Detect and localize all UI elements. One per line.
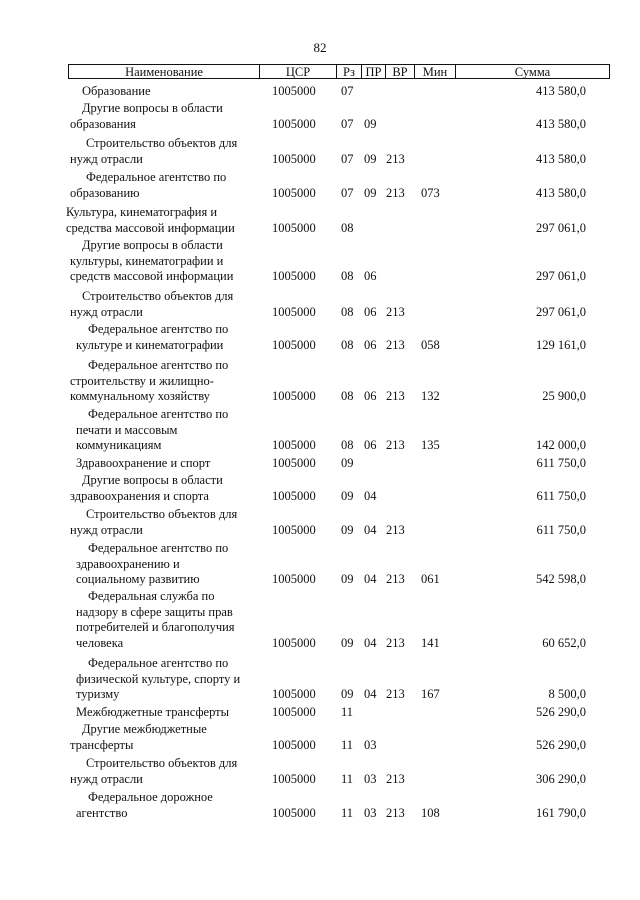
cell-sum: 526 290,0 <box>536 705 586 719</box>
cell-sum: 413 580,0 <box>536 84 586 98</box>
cell-csr: 1005000 <box>272 687 316 701</box>
header-rz: Рз <box>343 65 355 79</box>
row-name-line: туризму <box>76 687 120 701</box>
table-row <box>0 407 640 454</box>
row-name-line: Федеральная служба по <box>88 589 215 603</box>
cell-csr: 1005000 <box>272 389 316 403</box>
row-name <box>76 790 268 821</box>
row-name-line: нужд отрасли <box>70 304 143 319</box>
row-name-line: физической культуре, спорту и <box>76 671 241 686</box>
cell-min: 108 <box>421 805 440 820</box>
header-name: Наименование <box>125 65 203 79</box>
cell-sum: 611 750,0 <box>536 522 586 537</box>
cell-pr: 09 <box>364 116 377 131</box>
cell-vr: 213 <box>386 522 405 537</box>
row-name-line: коммунальному хозяйству <box>70 389 210 403</box>
cell-rz: 11 <box>341 771 354 786</box>
table-row <box>0 170 640 201</box>
header-vr: ВР <box>392 65 408 79</box>
cell-rz: 11 <box>341 705 354 719</box>
row-name <box>70 756 268 787</box>
cell-sum: 611 750,0 <box>536 488 586 503</box>
cell-rz: 09 <box>341 522 354 537</box>
cell-vr: 213 <box>386 572 405 586</box>
row-name <box>70 722 268 753</box>
row-name-line: Образование <box>82 84 151 98</box>
cell-csr: 1005000 <box>272 438 316 452</box>
cell-csr: 1005000 <box>272 185 316 200</box>
cell-rz: 11 <box>341 805 354 820</box>
cell-pr: 06 <box>364 389 377 403</box>
row-name <box>76 407 268 454</box>
cell-vr: 213 <box>386 337 405 352</box>
table-row <box>0 205 640 236</box>
row-name-line: коммуникациям <box>76 438 162 452</box>
row-name-line: средства массовой информации <box>66 220 235 235</box>
cell-sum: 413 580,0 <box>536 151 586 166</box>
cell-csr: 1005000 <box>272 269 316 283</box>
cell-rz: 09 <box>341 488 354 503</box>
row-name-line: Федеральное агентство по <box>88 322 229 336</box>
table-row <box>0 507 640 538</box>
cell-csr: 1005000 <box>272 337 316 352</box>
cell-csr: 1005000 <box>272 116 316 131</box>
row-name <box>76 705 268 721</box>
cell-sum: 25 900,0 <box>542 389 586 403</box>
header-min: Мин <box>422 65 448 79</box>
row-name-line: Другие вопросы в области <box>82 101 223 115</box>
row-name-line: здравоохранения и спорта <box>70 488 209 503</box>
row-name-line: печати и массовым <box>76 422 178 437</box>
cell-rz: 08 <box>341 337 354 352</box>
cell-rz: 08 <box>341 438 354 452</box>
cell-vr: 213 <box>386 389 405 403</box>
row-name <box>76 541 268 588</box>
cell-rz: 08 <box>341 269 354 283</box>
cell-rz: 09 <box>341 635 354 650</box>
cell-min: 058 <box>421 337 440 352</box>
table-row <box>0 101 640 132</box>
cell-pr: 06 <box>364 269 377 283</box>
table-row <box>0 589 640 651</box>
row-name-line: Федеральное агентство по <box>88 358 229 372</box>
row-name <box>70 101 268 132</box>
cell-pr: 09 <box>364 151 377 166</box>
page-number: 82 <box>313 40 327 55</box>
cell-pr: 04 <box>364 522 377 537</box>
table-row <box>0 705 640 721</box>
row-name-line: образованию <box>70 185 140 200</box>
cell-csr: 1005000 <box>272 737 316 752</box>
table-row <box>0 456 640 472</box>
row-name-line: Другие вопросы в области <box>82 473 223 487</box>
row-name <box>82 84 268 100</box>
cell-min: 167 <box>421 687 440 701</box>
cell-rz: 11 <box>341 737 354 752</box>
cell-vr: 213 <box>386 151 405 166</box>
table-row <box>0 722 640 753</box>
cell-sum: 129 161,0 <box>536 337 586 352</box>
row-name <box>70 170 268 201</box>
row-name-line: Другие межбюджетные <box>82 722 207 736</box>
cell-csr: 1005000 <box>272 635 316 650</box>
cell-csr: 1005000 <box>272 84 316 98</box>
cell-sum: 611 750,0 <box>536 456 586 470</box>
cell-rz: 07 <box>341 84 354 98</box>
cell-csr: 1005000 <box>272 805 316 820</box>
cell-pr: 04 <box>364 687 377 701</box>
cell-sum: 297 061,0 <box>536 269 586 283</box>
row-name-line: средств массовой информации <box>70 269 234 283</box>
cell-rz: 08 <box>341 389 354 403</box>
cell-rz: 09 <box>341 687 354 701</box>
table-row <box>0 358 640 405</box>
row-name-line: Федеральное агентство по <box>88 656 229 670</box>
cell-rz: 09 <box>341 572 354 586</box>
row-name-line: культуре и кинематографии <box>76 337 224 352</box>
cell-min: 073 <box>421 185 440 200</box>
row-name-line: человека <box>76 635 124 650</box>
row-name-line: здравоохранению и <box>76 556 180 571</box>
cell-pr: 06 <box>364 337 377 352</box>
cell-min: 141 <box>421 635 440 650</box>
cell-sum: 161 790,0 <box>536 805 586 820</box>
table-row <box>0 136 640 167</box>
table-row <box>0 289 640 320</box>
table-row <box>0 756 640 787</box>
cell-sum: 297 061,0 <box>536 304 586 319</box>
cell-pr: 09 <box>364 185 377 200</box>
table-row <box>0 84 640 100</box>
table-row <box>0 790 640 821</box>
cell-csr: 1005000 <box>272 151 316 166</box>
cell-vr: 213 <box>386 635 405 650</box>
row-name-line: Другие вопросы в области <box>82 238 223 252</box>
cell-vr: 213 <box>386 771 405 786</box>
row-name-line: социальному развитию <box>76 572 200 586</box>
cell-min: 061 <box>421 572 440 586</box>
row-name-line: Строительство объектов для <box>86 136 238 150</box>
cell-csr: 1005000 <box>272 572 316 586</box>
row-name-line: надзору в сфере защиты прав <box>76 604 233 619</box>
row-name-line: Строительство объектов для <box>86 507 238 521</box>
row-name <box>70 358 268 405</box>
row-name <box>70 136 268 167</box>
cell-pr: 04 <box>364 488 377 503</box>
row-name-line: трансферты <box>70 737 134 752</box>
cell-sum: 526 290,0 <box>536 737 586 752</box>
cell-sum: 306 290,0 <box>536 771 586 786</box>
cell-csr: 1005000 <box>272 304 316 319</box>
cell-rz: 09 <box>341 456 354 470</box>
row-name-line: Межбюджетные трансферты <box>76 705 230 719</box>
row-name-line: Здравоохранение и спорт <box>76 456 211 470</box>
row-name-line: нужд отрасли <box>70 151 143 166</box>
cell-csr: 1005000 <box>272 522 316 537</box>
row-name-line: образования <box>70 116 136 131</box>
table-row <box>0 238 640 285</box>
row-name-line: нужд отрасли <box>70 771 143 786</box>
row-name-line: Федеральное дорожное <box>88 790 213 804</box>
row-name <box>70 473 268 504</box>
row-name-line: нужд отрасли <box>70 522 143 537</box>
table-row <box>0 541 640 588</box>
row-name-line: строительству и жилищно- <box>70 373 214 388</box>
row-name-line: Федеральное агентство по <box>88 541 229 555</box>
table-header <box>68 64 610 79</box>
cell-sum: 8 500,0 <box>548 687 586 701</box>
cell-vr: 213 <box>386 687 405 701</box>
cell-vr: 213 <box>386 805 405 820</box>
cell-rz: 07 <box>341 151 354 166</box>
row-name-line: Федеральное агентство по <box>88 407 229 421</box>
cell-csr: 1005000 <box>272 705 316 719</box>
cell-rz: 08 <box>341 304 354 319</box>
cell-csr: 1005000 <box>272 488 316 503</box>
cell-pr: 03 <box>364 805 377 820</box>
row-name-line: потребителей и благополучия <box>76 620 235 634</box>
cell-rz: 07 <box>341 185 354 200</box>
row-name-line: Строительство объектов для <box>82 289 234 303</box>
cell-rz: 08 <box>341 220 354 235</box>
cell-vr: 213 <box>386 438 405 452</box>
row-name <box>70 238 268 285</box>
cell-pr: 06 <box>364 438 377 452</box>
row-name-line: Культура, кинематография и <box>66 205 218 219</box>
row-name-line: Строительство объектов для <box>86 756 238 770</box>
header-csr: ЦСР <box>285 65 311 79</box>
row-name-line: Федеральное агентство по <box>86 170 227 184</box>
cell-sum: 413 580,0 <box>536 116 586 131</box>
row-name <box>76 322 268 353</box>
cell-csr: 1005000 <box>272 220 316 235</box>
row-name <box>76 456 268 472</box>
row-name <box>66 205 268 236</box>
table-row <box>0 322 640 353</box>
cell-csr: 1005000 <box>272 771 316 786</box>
cell-sum: 542 598,0 <box>536 572 586 586</box>
header-pr: ПР <box>365 65 382 79</box>
cell-pr: 06 <box>364 304 377 319</box>
row-name <box>76 589 268 651</box>
row-name <box>70 507 268 538</box>
cell-min: 132 <box>421 389 440 403</box>
table-row <box>0 473 640 504</box>
table-row <box>0 656 640 703</box>
cell-pr: 04 <box>364 572 377 586</box>
row-name <box>70 289 268 320</box>
cell-sum: 60 652,0 <box>542 635 586 650</box>
cell-sum: 413 580,0 <box>536 185 586 200</box>
cell-csr: 1005000 <box>272 456 316 470</box>
row-name <box>76 656 268 703</box>
cell-min: 135 <box>421 438 440 452</box>
cell-sum: 297 061,0 <box>536 220 586 235</box>
header-sum: Сумма <box>514 65 551 79</box>
cell-pr: 04 <box>364 635 377 650</box>
cell-sum: 142 000,0 <box>536 438 586 452</box>
row-name-line: культуры, кинематографии и <box>70 253 224 268</box>
cell-vr: 213 <box>386 304 405 319</box>
cell-pr: 03 <box>364 737 377 752</box>
cell-vr: 213 <box>386 185 405 200</box>
cell-rz: 07 <box>341 116 354 131</box>
cell-pr: 03 <box>364 771 377 786</box>
row-name-line: агентство <box>76 805 128 820</box>
